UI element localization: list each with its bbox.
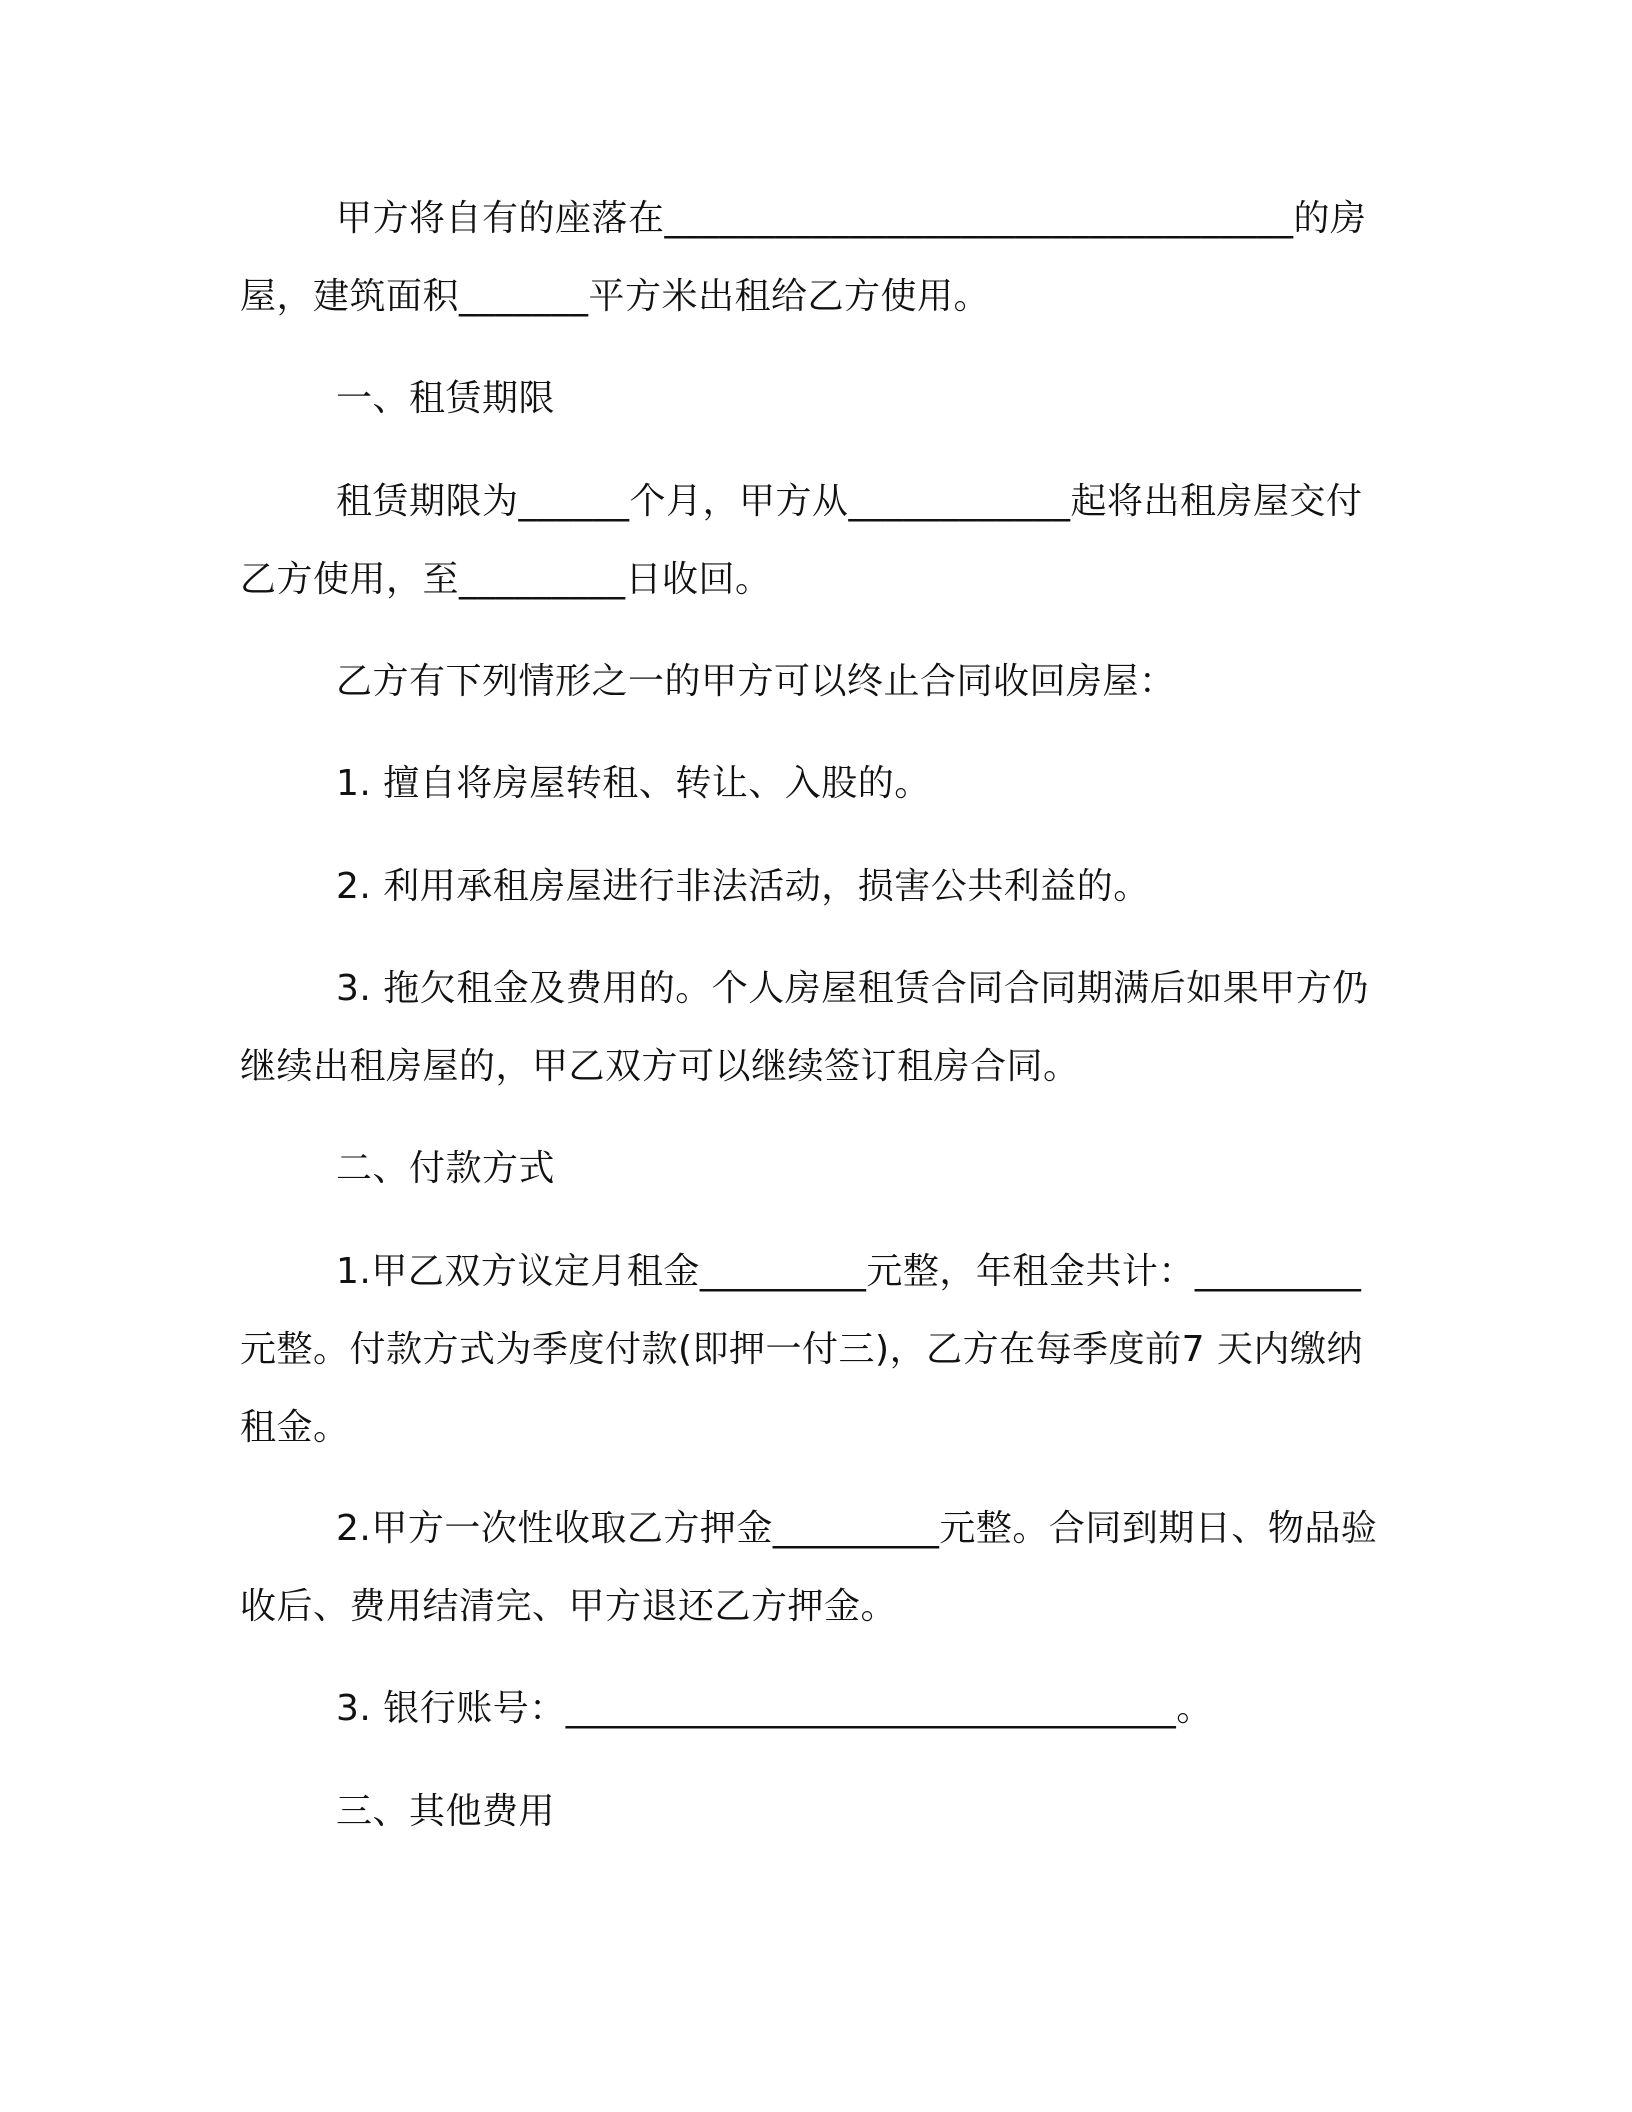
heading-payment-method: 二、付款方式 [336, 1148, 556, 1189]
paragraph-bank-account: 3. 银行账号：_________________________________。 [336, 1688, 1213, 1729]
paragraph-deposit: 2.甲方一次性收取乙方押金_________元整。合同到期日、物品验收后、费用结清完、甲方退还乙方押金。 [240, 1508, 1378, 1627]
heading-other-fees: 三、其他费用 [336, 1791, 556, 1832]
paragraph-property-location: 甲方将自有的座落在__________________________________的房屋，建筑面积_______平方米出租给乙方使用。 [240, 198, 1367, 317]
paragraph-lease-period: 租赁期限为______个月，甲方从____________起将出租房屋交付乙方使用，至_________日收回。 [240, 481, 1363, 600]
list-item-sublease: 1. 擅自将房屋转租、转让、入股的。 [336, 763, 931, 804]
heading-lease-term: 一、租赁期限 [336, 378, 556, 419]
list-item-illegal-activity: 2. 利用承租房屋进行非法活动，损害公共利益的。 [336, 866, 1150, 907]
list-item-arrears: 3. 拖欠租金及费用的。个人房屋租赁合同合同期满后如果甲方仍继续出租房屋的，甲乙双方可以继续签订租房合同。 [240, 968, 1369, 1087]
paragraph-termination-conditions: 乙方有下列情形之一的甲方可以终止合同收回房屋： [336, 661, 1176, 702]
paragraph-rent-amount: 1.甲乙双方议定月租金_________元整，年租金共计：_________元整。付款方式为季度付款(即押一付三)，乙方在每季度前7 天内缴纳租金。 [240, 1251, 1363, 1448]
